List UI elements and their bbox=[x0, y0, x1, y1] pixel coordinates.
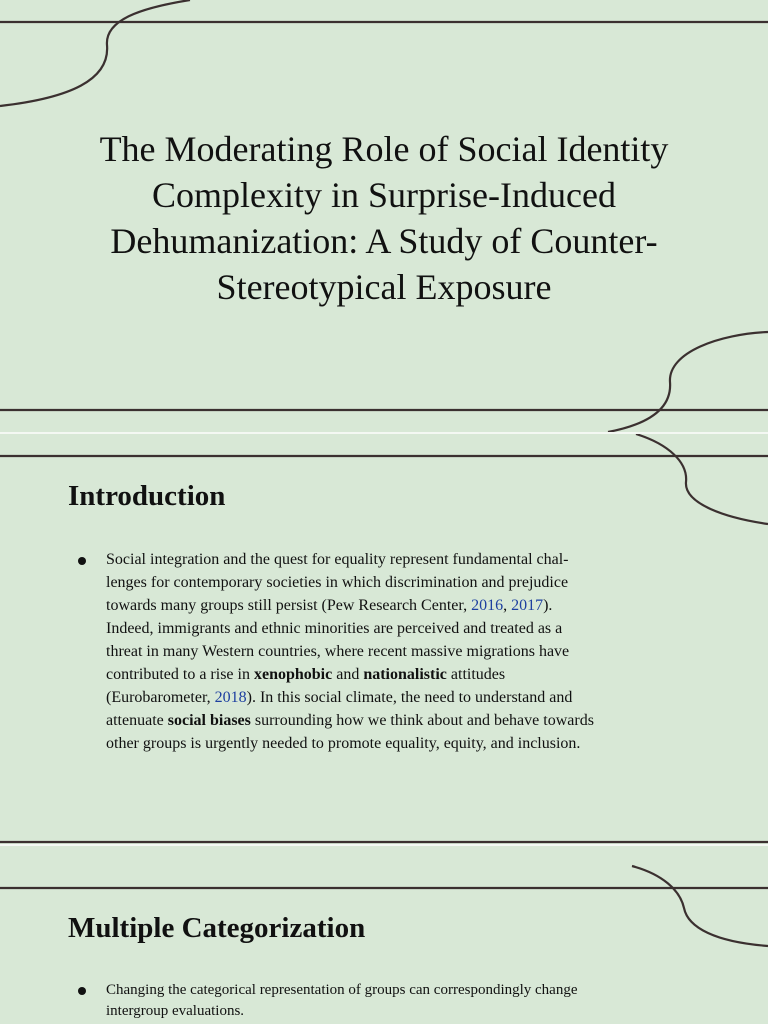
multiple-categorization-slide bbox=[0, 846, 768, 1024]
right-curve bbox=[608, 332, 768, 432]
text-line: Changing the categorical representation of groups can correspondingly change bbox=[106, 982, 578, 998]
section-heading: Multiple Categorization bbox=[68, 912, 366, 944]
bullet-icon bbox=[78, 987, 86, 995]
text-line: Social integration and the quest for equality represent fundamental chal- bbox=[106, 551, 569, 568]
text-line: contributed to a rise in xenophobic and nationalistic attitudes bbox=[106, 666, 506, 683]
bullet-text bbox=[106, 548, 678, 755]
right-curve bbox=[636, 434, 768, 524]
citation-link[interactable]: 2018 bbox=[214, 689, 247, 706]
citation-link[interactable]: 2016 bbox=[471, 597, 504, 614]
text-line: towards many groups still persist (Pew Research Center, 2016, 2017). bbox=[106, 597, 553, 614]
top-left-curve bbox=[0, 0, 190, 106]
right-curve bbox=[632, 866, 768, 946]
title-slide bbox=[0, 0, 768, 432]
bullet-icon bbox=[78, 557, 86, 565]
text-line: (Eurobarometer, 2018). In this social climate, the need to understand and bbox=[106, 689, 573, 706]
citation-link[interactable]: 2017 bbox=[511, 597, 544, 614]
introduction-slide bbox=[0, 434, 768, 844]
text-line: Indeed, immigrants and ethnic minorities are perceived and treated as a bbox=[106, 620, 563, 637]
text-line: threat in many Western countries, where recent massive migrations have bbox=[106, 643, 570, 660]
page-title: The Moderating Role of Social Identity Complexity in Surprise-Induced Dehumanization: A Study of Counter-Stereotypical Exposure bbox=[99, 129, 669, 307]
text-line: lenges for contemporary societies in which discrimination and prejudice bbox=[106, 574, 569, 591]
section-heading: Introduction bbox=[68, 480, 226, 512]
text-line: intergroup evaluations. bbox=[106, 1003, 245, 1019]
text-line: other groups is urgently needed to promote equality, equity, and inclusion. bbox=[106, 735, 581, 752]
text-line: attenuate social biases surrounding how we think about and behave towards bbox=[106, 712, 594, 729]
bullet-text bbox=[106, 980, 678, 1022]
